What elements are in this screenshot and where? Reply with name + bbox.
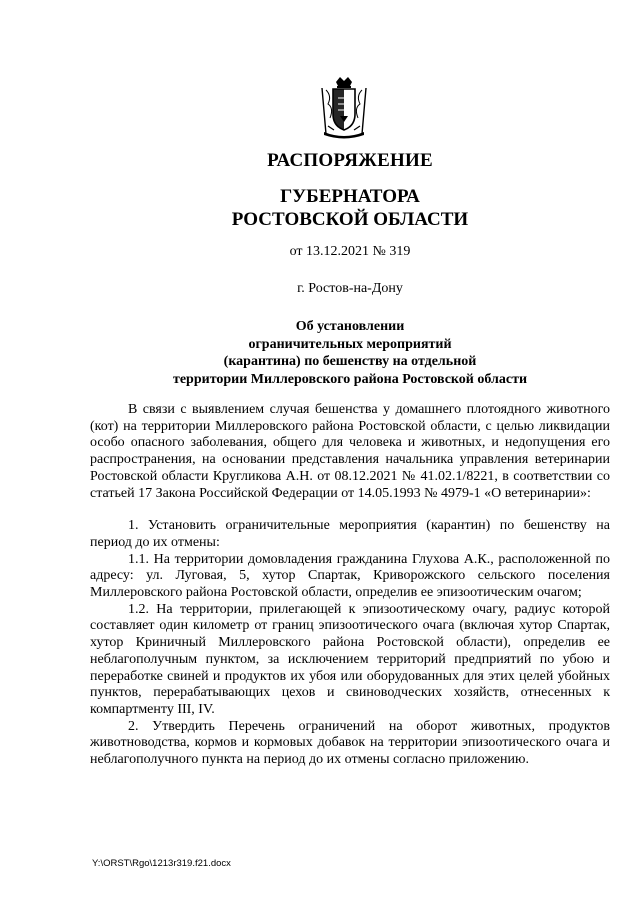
item-1-paragraph: 1. Установить ограничительные мероприятия (карантин) по бешенству на период до их отмены: xyxy=(90,518,610,550)
issuer-title xyxy=(90,185,610,231)
coat-of-arms-icon xyxy=(316,74,372,140)
document-city: г. Ростов-на-Дону xyxy=(297,281,403,296)
item-1-1-paragraph: 1.1. На территории домовладения гражданина Глухова А.К., расположенной по адресу: ул. Луговая, 5, хутор Спартак, Криворожского сельского поселения Миллеровского района Ростовской области, определив ее эпизоотическим очагом; xyxy=(90,551,610,601)
document-body xyxy=(90,402,610,769)
document-date-number: от 13.12.2021 № 319 xyxy=(289,244,411,259)
subject-line: ограничительных мероприятий xyxy=(248,336,452,352)
preamble-paragraph: В связи с выявлением случая бешенства у домашнего плотоядного животного (кот) на территории Миллеровского района Ростовской области, с целью ликвидации особо опасного заболевания, общего для человека и животных, и недопущения его распространения, на основании представления начальника управления ветеринарии Ростовской области Кругликова А.Н. от 08.12.2021 № 41.02.1/8221, в соответствии со статьей 17 Закона Российской Федерации от 14.05.1993 № 4979-1 «О ветеринарии»: xyxy=(90,402,610,501)
footer-file-path: Y:\ORST\Rgo\1213r319.f21.docx xyxy=(92,858,231,869)
subject-line: Об установлении xyxy=(295,319,405,334)
issuer-line-2: РОСТОВСКОЙ ОБЛАСТИ xyxy=(231,209,469,230)
subject-line: территории Миллеровского района Ростовской области xyxy=(172,371,528,387)
item-2-paragraph: 2. Утвердить Перечень ограничений на оборот животных, продуктов животноводства, кормов и кормовых добавок на территории эпизоотического очага и неблагополучного пункта на период до их отмены согласно приложению. xyxy=(90,718,610,768)
document-subject xyxy=(90,318,610,388)
item-1-2-paragraph: 1.2. На территории, прилегающей к эпизоотическому очагу, радиус которой составляет один километр от границ эпизоотического очага (включая хутор Спартак, хутор Криничный Миллеровского района Ростовской области), определив ее неблагополучным пунктом, за исключением территорий предприятий по убою и переработке свиней и продуктов их убоя или оборудованных для этих целей убойных пунктов, перерабатывающих цехов и свиноводческих хозяйств, отнесенных к компартменту III, IV. xyxy=(90,601,610,717)
document-type-title: РАСПОРЯЖЕНИЕ xyxy=(267,150,433,171)
subject-line: (карантина) по бешенству на отдельной xyxy=(223,354,477,369)
issuer-line-1: ГУБЕРНАТОРА xyxy=(280,186,420,207)
